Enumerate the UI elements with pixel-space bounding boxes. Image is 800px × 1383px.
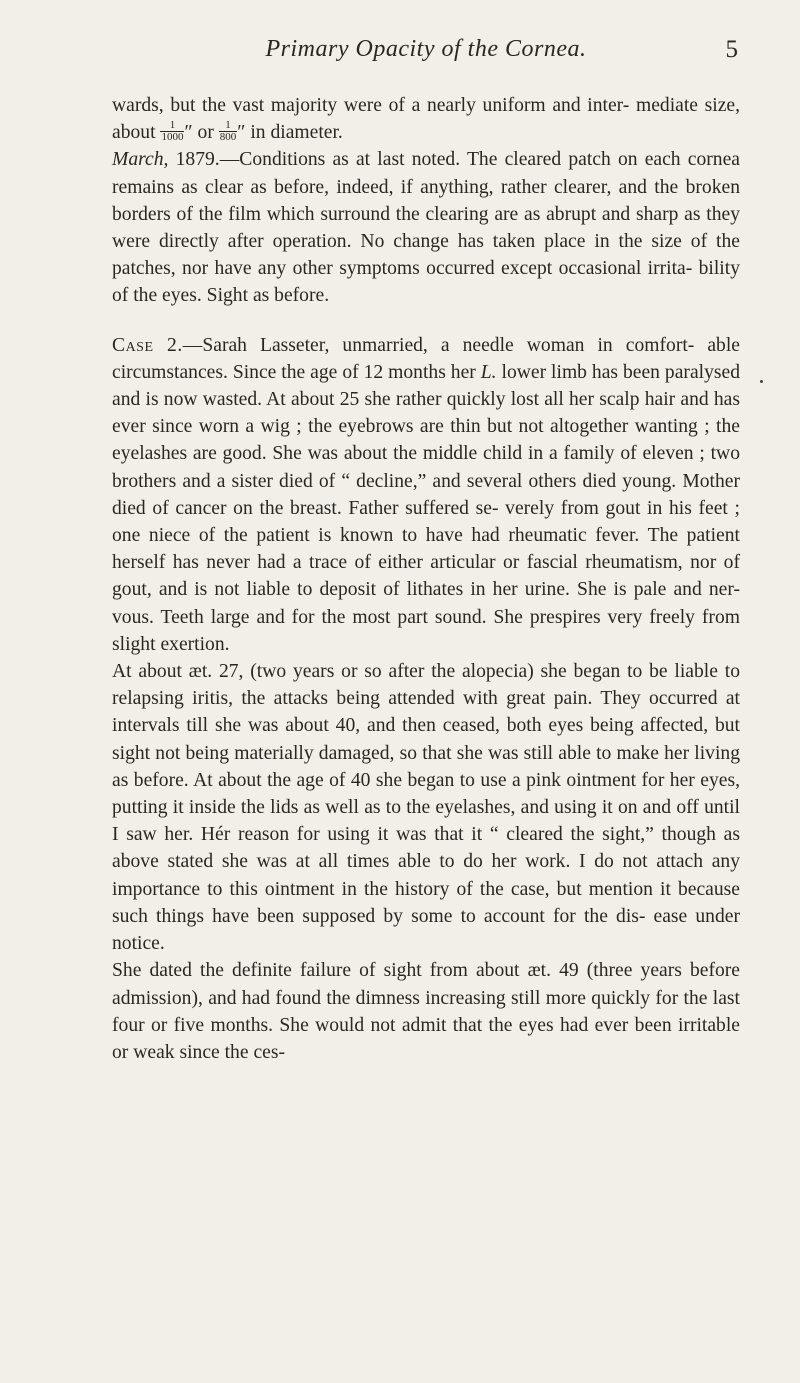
running-title: Primary Opacity of the Cornea. bbox=[265, 36, 587, 62]
paragraph-size-note bbox=[112, 92, 740, 146]
body-text bbox=[112, 92, 740, 1066]
iritis-text: At about æt. 27, (two years or so after the alopecia) she began to be liable to relapsing iritis, the attacks being attended with great pain. They occurred at intervals till she was about 40, and then ceased, both eyes being affected, but sight not being materially damaged, so that she was still able to make her living as before. At about the age of 40 she began to use a pink ointment for her eyes, putting it inside the lids as well as to the eyelashes, and using it on and off until I saw her. Hér reason for using it was that it “ cleared the sight,” though as above stated she was at all times able to do her work. I do not attach any importance to this ointment in the history of the case, but mention it because such things have been supposed by some to account for the dis- ease under notice. bbox=[112, 661, 740, 955]
fraction-denominator: 800 bbox=[219, 131, 237, 144]
fraction-numerator: 1 bbox=[219, 120, 238, 132]
case-text-a: —Sarah Lasseter, unmarried, a needle woman in comfort- able circumstances. Since the age of 12 months her bbox=[112, 334, 740, 383]
margin-dot bbox=[760, 380, 763, 383]
inch-mark: ″ bbox=[237, 122, 246, 144]
paragraph-case-2 bbox=[112, 332, 740, 658]
case-text-b: lower limb has been paralysed and is now wasted. At about 25 she rather quickly lost all her scalp hair and has ever since worn a wig ; the eyebrows are thin but not altogether wanting ; the eyelashes are good. She was about the middle child in a family of eleven ; two brothers and a sister died of “ decline,” and several others died young. Mother died of cancer on the breast. Father suffered se- verely from gout in his feet ; one niece of the patient is known to have had rheumatic fever. The patient herself has never had a trace of either articular or fascial rheumatism, nor of gout, and is not liable to deposit of lithates in her urine. She is pale and ner- vous. Teeth large and for the most part sound. She prespires very freely from slight exertion. bbox=[112, 361, 740, 655]
sight-failure-text: She dated the definite failure of sight from about æt. 49 (three years before admission), and had found the dimness increasing still more quickly for the last four or five months. She would not admit that the eyes had ever been irritable or weak since the ces- bbox=[112, 960, 740, 1063]
page-number: 5 bbox=[725, 36, 738, 63]
date-italic: March, bbox=[112, 149, 169, 171]
fraction-one-eight-hundredth bbox=[219, 120, 238, 143]
limb-italic: L. bbox=[480, 361, 497, 383]
size-note-tail: in diameter. bbox=[250, 122, 343, 144]
paragraph-spacer bbox=[112, 310, 740, 332]
fraction-one-thousandth bbox=[160, 120, 184, 143]
inch-mark: ″ bbox=[184, 122, 193, 144]
page-header bbox=[112, 30, 740, 66]
size-note-lead: wards, but the vast majority were of a nearly uniform and inter- mediate size, about bbox=[112, 95, 740, 144]
case-label: Case 2. bbox=[112, 334, 183, 356]
paragraph-march-1879 bbox=[112, 146, 740, 309]
fraction-denominator: 1000 bbox=[161, 131, 184, 144]
or-word: or bbox=[197, 122, 214, 144]
fraction-numerator: 1 bbox=[160, 120, 184, 132]
paragraph-iritis bbox=[112, 658, 740, 957]
march-text: 1879.—Conditions as at last noted. The cleared patch on each cornea remains as clear as before, indeed, if anything, rather clearer, and the broken borders of the film which surround the clearing are as abrupt and sharp as they were directly after operation. No change has taken place in the size of the patches, nor have any other symptoms occurred except occasional irrita- bility of the eyes. Sight as before. bbox=[112, 149, 740, 307]
paragraph-sight-failure bbox=[112, 957, 740, 1066]
